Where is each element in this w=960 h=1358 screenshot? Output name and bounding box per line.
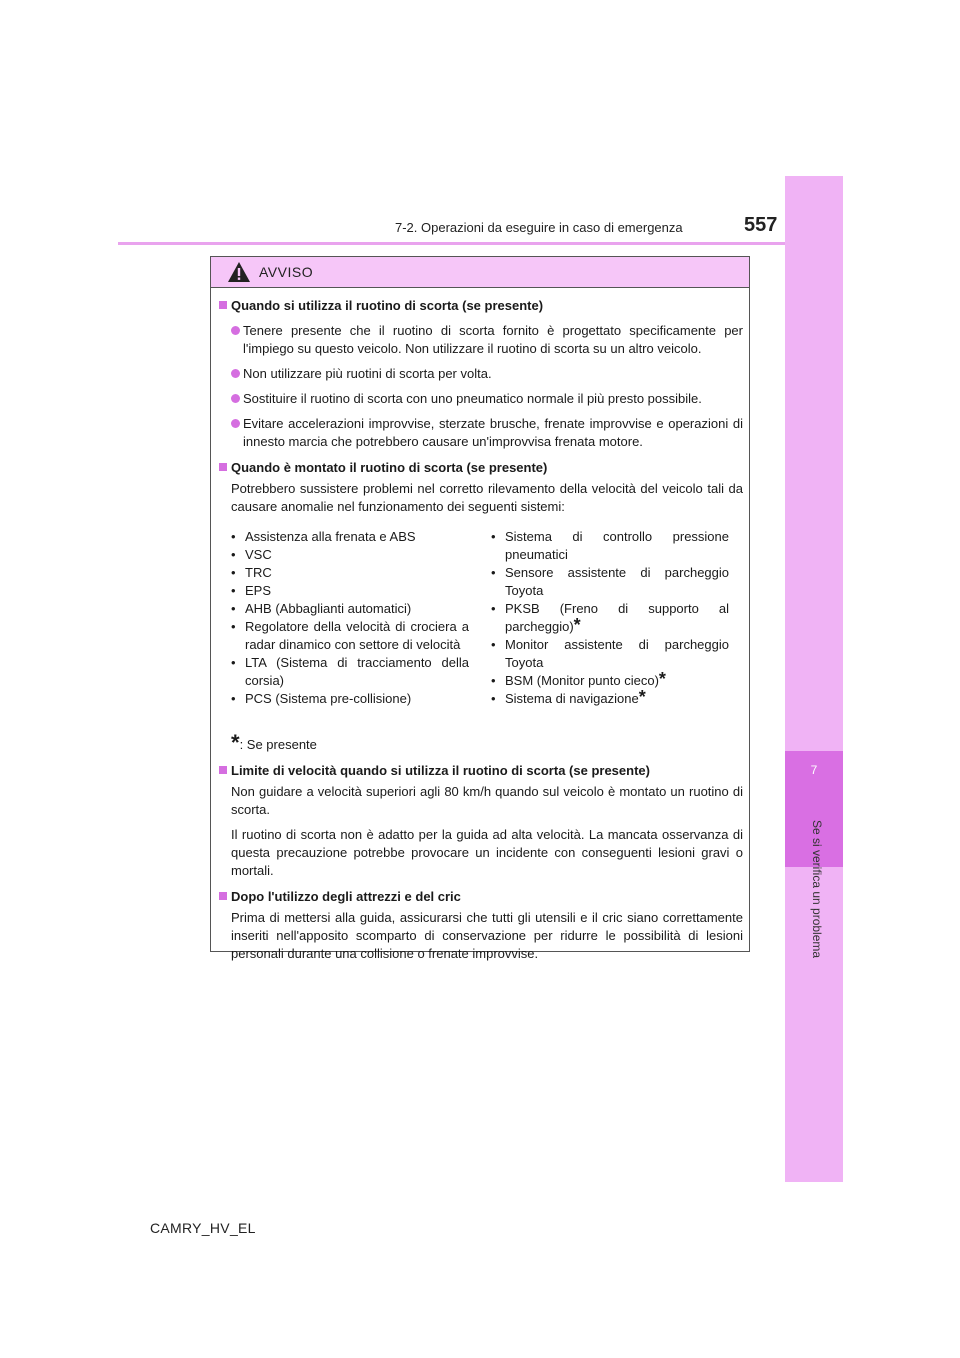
circle-bullet-icon	[231, 419, 240, 428]
systems-list-left	[229, 528, 469, 708]
list-item: • LTA (Sistema di tracciamento della corsia)	[229, 654, 469, 690]
paragraph: Potrebbero sussistere problemi nel corretto rilevamento della velocità del veicolo tali da causare anomalie nel funzionamento dei seguenti sistemi:	[231, 481, 743, 514]
list-item: • TRC	[229, 564, 469, 582]
bullet-item: Evitare accelerazioni improvvise, sterzate brusche, frenate improvvise e operazioni di innesto marcia che potrebbero causare un'improvvisa frenata motore.	[219, 415, 743, 451]
section-title: Quando si utilizza il ruotino di scorta (se presente)	[219, 297, 743, 315]
section-header: 7-2. Operazioni da eseguire in caso di emergenza	[395, 220, 683, 235]
list-item: • EPS	[229, 582, 469, 600]
page-number: 557	[744, 214, 778, 236]
list-item: • Sistema di controllo pressione pneumatici	[489, 528, 729, 564]
paragraph: Prima di mettersi alla guida, assicurarsi che tutti gli utensili e il cric siano correttamente inseriti nell'apposito scomparto di conservazione per ridurre le possibilità di lesioni personali durante una collisione o frenate improvvise.	[231, 910, 743, 961]
square-bullet-icon	[219, 892, 227, 900]
footnote: *: Se presente	[231, 730, 317, 755]
bullet-item: Tenere presente che il ruotino di scorta fornito è progettato specificamente per l'impiego su questo veicolo. Non utilizzare il ruotino di scorta su un altro veicolo.	[219, 322, 743, 358]
chapter-number: 7	[810, 763, 818, 777]
circle-bullet-icon	[231, 326, 240, 335]
section-title: Limite di velocità quando si utilizza il ruotino di scorta (se presente)	[219, 762, 743, 780]
list-item: • VSC	[229, 546, 469, 564]
section-title: Quando è montato il ruotino di scorta (se presente)	[219, 459, 743, 477]
chapter-side-tab	[785, 176, 843, 1182]
footnote-marker: *	[658, 669, 666, 689]
list-item: • PCS (Sistema pre-collisione)	[229, 690, 469, 708]
list-item: • Sistema di navigazione*	[489, 690, 729, 708]
warning-header	[211, 257, 749, 288]
list-item: • Sensore assistente di parcheggio Toyota	[489, 564, 729, 600]
list-item: • AHB (Abbaglianti automatici)	[229, 600, 469, 618]
systems-list-right	[489, 528, 729, 708]
list-item: • Regolatore della velocità di crociera a radar dinamico con settore di velocità	[229, 618, 469, 654]
footnote-marker: *	[638, 687, 646, 707]
warning-content	[219, 297, 743, 963]
footnote-marker: *	[573, 615, 581, 635]
paragraph: Il ruotino di scorta non è adatto per la guida ad alta velocità. La mancata osservanza di questa precauzione potrebbe provocare un incidente con conseguenti lesioni gravi o mortali.	[231, 827, 743, 878]
warning-icon	[227, 261, 251, 283]
warning-title: AVVISO	[259, 264, 314, 280]
list-item: • PKSB (Freno di supporto al parcheggio)*	[489, 600, 729, 636]
square-bullet-icon	[219, 766, 227, 774]
header-divider	[118, 242, 785, 245]
square-bullet-icon	[219, 301, 227, 309]
circle-bullet-icon	[231, 369, 240, 378]
document-code: CAMRY_HV_EL	[150, 1220, 256, 1236]
square-bullet-icon	[219, 463, 227, 471]
list-item: • Monitor assistente di parcheggio Toyota	[489, 636, 729, 672]
bullet-item: Sostituire il ruotino di scorta con uno pneumatico normale il più presto possibile.	[219, 390, 743, 408]
paragraph: Non guidare a velocità superiori agli 80 km/h quando sul veicolo è montato un ruotino di scorta.	[231, 784, 743, 817]
list-item: • Assistenza alla frenata e ABS	[229, 528, 469, 546]
chapter-title: Se si verifica un problema	[810, 820, 824, 959]
circle-bullet-icon	[231, 394, 240, 403]
systems-list	[229, 528, 743, 734]
section-title: Dopo l'utilizzo degli attrezzi e del cric	[219, 888, 743, 906]
footnote-marker: *	[231, 730, 240, 755]
list-item: • BSM (Monitor punto cieco)*	[489, 672, 729, 690]
warning-box	[210, 256, 750, 961]
bullet-item: Non utilizzare più ruotini di scorta per volta.	[219, 365, 743, 383]
